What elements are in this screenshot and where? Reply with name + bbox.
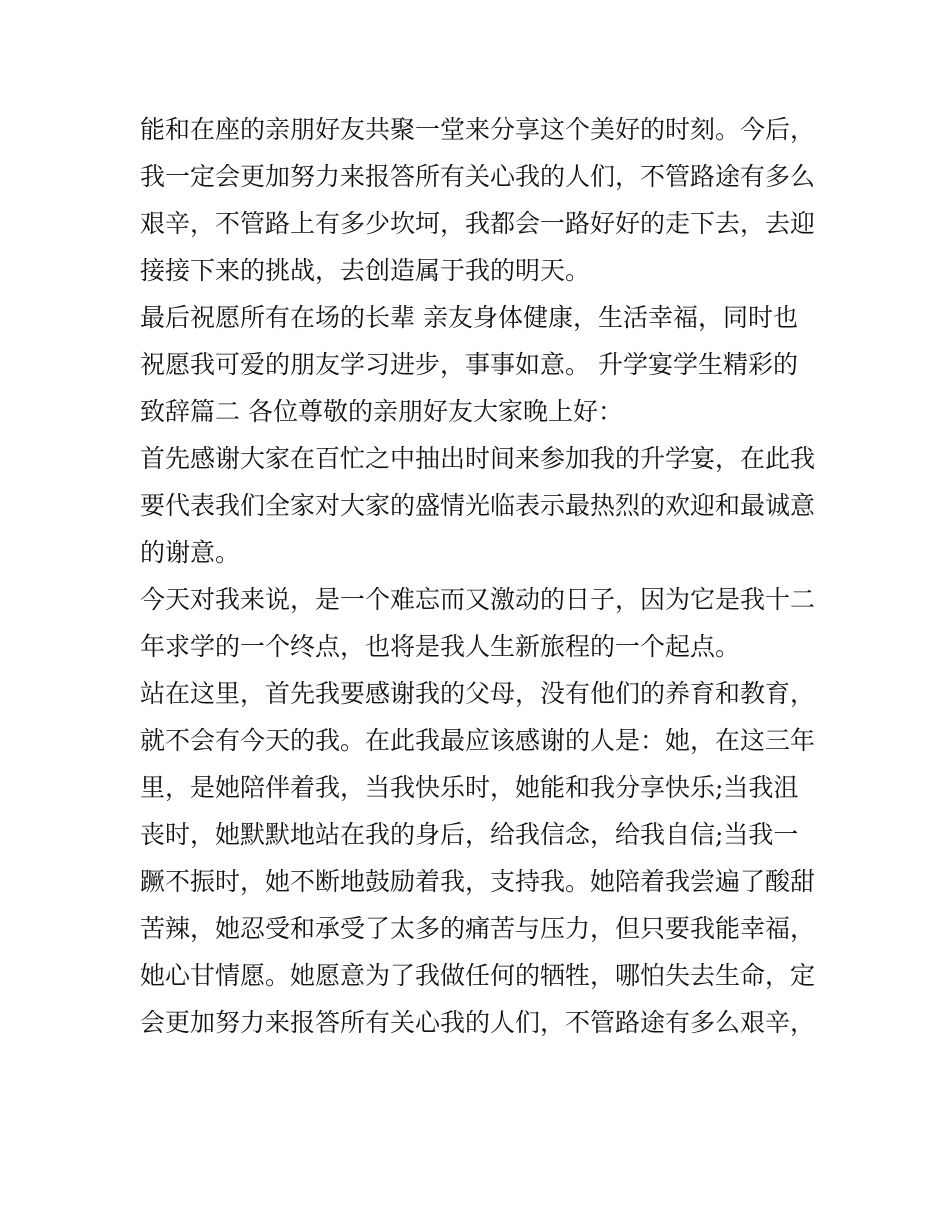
- text-line: 首先感谢大家在百忙之中抽出时间来参加我的升学宴，在此我: [140, 444, 816, 473]
- text-line: 就不会有今天的我。在此我最应该感谢的人是：她，在这三年: [140, 726, 816, 755]
- text-line: 站在这里，首先我要感谢我的父母，没有他们的养育和教育，: [140, 679, 816, 708]
- text-line: 蹶不振时，她不断地鼓励着我，支持我。她陪着我尝遍了酸甜: [140, 867, 816, 896]
- text-line: 的谢意。: [140, 538, 241, 567]
- text-line: 会更加努力来报答所有关心我的人们，不管路途有多么艰辛，: [140, 1008, 816, 1037]
- text-line: 致辞篇二 各位尊敬的亲朋好友大家晚上好：: [140, 397, 623, 426]
- text-line: 我一定会更加努力来报答所有关心我的人们，不管路途有多么: [140, 162, 816, 191]
- text-line: 最后祝愿所有在场的长辈 亲友身体健康，生活幸福，同时也: [140, 303, 798, 332]
- text-line: 艰辛，不管路上有多少坎坷，我都会一路好好的走下去，去迎: [140, 209, 816, 238]
- text-line: 祝愿我可爱的朋友学习进步，事事如意。 升学宴学生精彩的: [140, 350, 798, 379]
- text-line: 今天对我来说，是一个难忘而又激动的日子，因为它是我十二: [140, 585, 816, 614]
- text-line: 她心甘情愿。她愿意为了我做任何的牺牲，哪怕失去生命，定: [140, 961, 816, 990]
- text-line: 苦辣，她忍受和承受了太多的痛苦与压力，但只要我能幸福，: [140, 914, 816, 943]
- text-line: 丧时，她默默地站在我的身后，给我信念，给我自信;当我一: [140, 820, 799, 849]
- text-line: 里，是她陪伴着我，当我快乐时，她能和我分享快乐;当我沮: [140, 773, 799, 802]
- text-line: 接接下来的挑战，去创造属于我的明天。: [140, 256, 591, 285]
- text-line: 要代表我们全家对大家的盛情光临表示最热烈的欢迎和最诚意: [140, 491, 816, 520]
- text-line: 能和在座的亲朋好友共聚一堂来分享这个美好的时刻。今后，: [140, 115, 816, 144]
- text-line: 年求学的一个终点，也将是我人生新旅程的一个起点。: [140, 632, 741, 661]
- document-body: [140, 106, 830, 1046]
